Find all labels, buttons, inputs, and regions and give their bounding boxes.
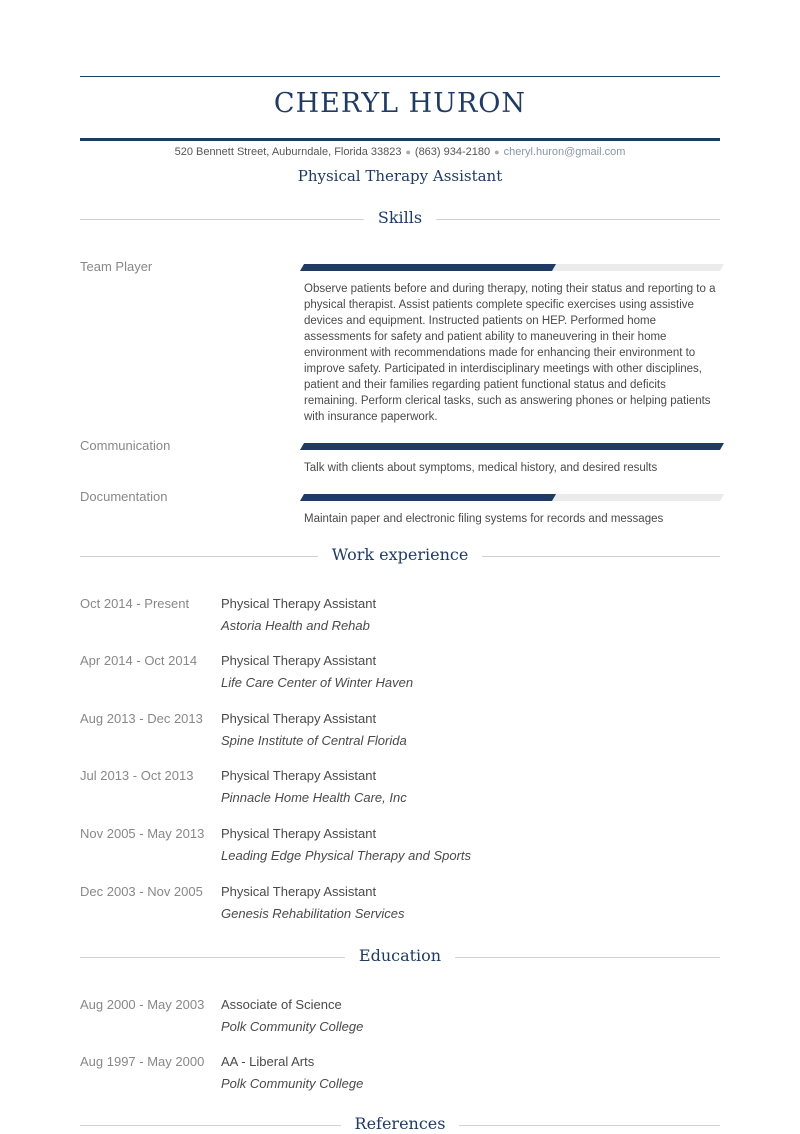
skill-description: Maintain paper and electronic filing systems for records and messages — [304, 513, 664, 525]
work-employer: Spine Institute of Central Florida — [221, 733, 407, 748]
education-degree: Associate of Science — [221, 997, 342, 1012]
resume-page — [80, 0, 720, 1133]
job-headline: Physical Therapy Assistant — [297, 167, 503, 185]
education-degree: AA - Liberal Arts — [221, 1054, 315, 1069]
work-title: Physical Therapy Assistant — [221, 884, 377, 899]
work-dates: Aug 2013 - Dec 2013 — [80, 711, 203, 726]
work-dates: Dec 2003 - Nov 2005 — [80, 884, 203, 899]
work-employer: Astoria Health and Rehab — [221, 618, 370, 633]
work-title: Physical Therapy Assistant — [221, 826, 377, 841]
section-title-wrap — [80, 1114, 720, 1134]
skill-name: Team Player — [80, 259, 153, 274]
section-title-wrap — [80, 545, 720, 565]
header-bottom-rule — [80, 138, 720, 141]
section-title-wrap — [80, 208, 720, 228]
skill-name: Documentation — [80, 489, 168, 504]
section-title: Education — [345, 946, 455, 965]
work-title: Physical Therapy Assistant — [221, 711, 377, 726]
address: 520 Bennett Street, Auburndale, Florida 33823 — [174, 146, 402, 158]
work-employer: Life Care Center of Winter Haven — [221, 675, 414, 690]
work-employer: Leading Edge Physical Therapy and Sports — [221, 848, 472, 863]
education-school: Polk Community College — [221, 1019, 364, 1034]
work-employer: Pinnacle Home Health Care, Inc — [221, 790, 407, 805]
section-title: Skills — [364, 208, 436, 227]
work-dates: Oct 2014 - Present — [80, 596, 190, 611]
work-dates: Jul 2013 - Oct 2013 — [80, 768, 194, 783]
skill-description: Talk with clients about symptoms, medical history, and desired results — [304, 462, 658, 474]
separator-dot-icon: ● — [405, 147, 411, 157]
work-section-header — [80, 545, 720, 565]
skill-level-fill — [300, 494, 556, 501]
work-title: Physical Therapy Assistant — [221, 768, 377, 783]
education-dates: Aug 1997 - May 2000 — [80, 1054, 205, 1069]
skill-level-fill — [300, 264, 556, 271]
section-title: Work experience — [318, 545, 483, 564]
education-dates: Aug 2000 - May 2003 — [80, 997, 205, 1012]
work-dates: Apr 2014 - Oct 2014 — [80, 653, 198, 668]
work-title: Physical Therapy Assistant — [221, 596, 377, 611]
work-employer: Genesis Rehabilitation Services — [221, 906, 405, 921]
section-title-wrap — [80, 946, 720, 966]
email-link[interactable]: cheryl.huron@gmail.com — [503, 146, 626, 158]
skill-level-bar — [300, 264, 724, 271]
separator-dot-icon: ● — [494, 147, 500, 157]
header-top-rule — [80, 76, 720, 77]
work-title: Physical Therapy Assistant — [221, 653, 377, 668]
education-school: Polk Community College — [221, 1076, 364, 1091]
contact-line — [80, 146, 720, 158]
skills-section-header — [80, 208, 720, 228]
section-title: References — [341, 1114, 460, 1133]
skill-level-fill — [300, 443, 724, 450]
candidate-name: CHERYL HURON — [273, 88, 527, 119]
skill-level-bar — [300, 494, 724, 501]
skill-name: Communication — [80, 438, 171, 453]
education-section-header — [80, 946, 720, 966]
work-dates: Nov 2005 - May 2013 — [80, 826, 205, 841]
skill-level-bar — [300, 443, 724, 450]
skill-description: Observe patients before and during therapy, noting their status and reporting to a physical therapist. Assist patients complete specific exercises using assistive devices and equipment. Instructed patients on HEP. Performed home assessments for safety and patient ability to maneuvering in their home environment with recommendations made for enhancing their environment to improve safety. Participated in interdisciplinary meetings with other disciplines, patient and their families regarding patient functional status and deficits remaining. Perform clerical tasks, such as answering phones or helping patients with insurance paperwork. — [304, 283, 716, 423]
phone: (863) 934-2180 — [414, 146, 491, 158]
references-section-header — [80, 1114, 720, 1134]
